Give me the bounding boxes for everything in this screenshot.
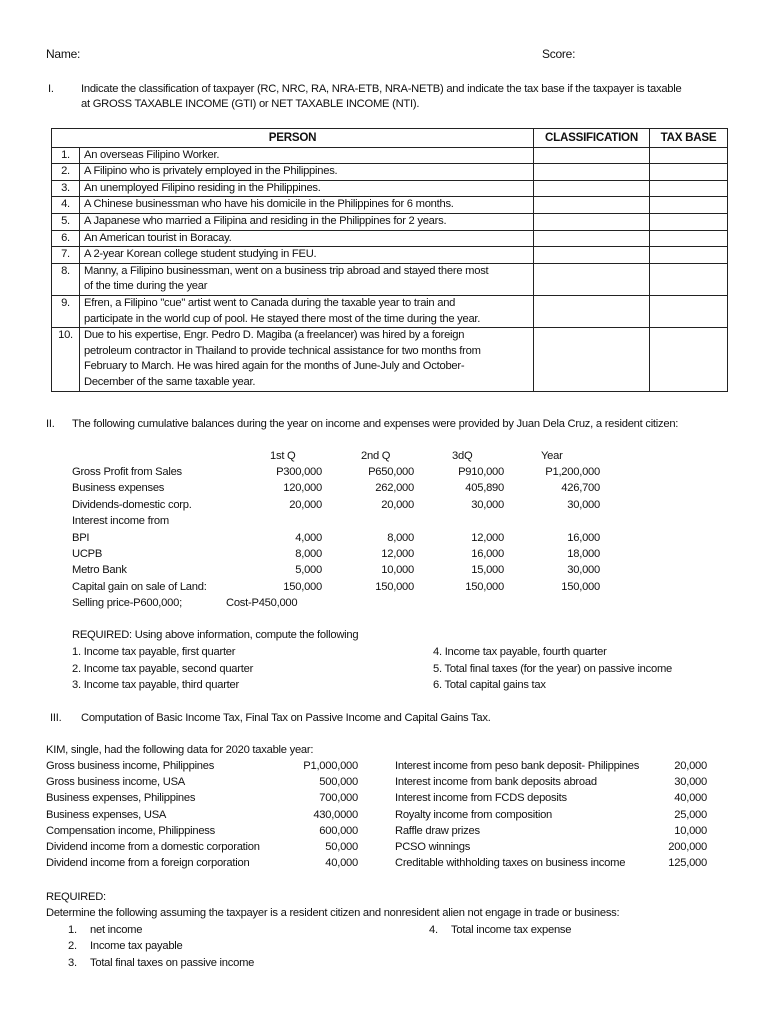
tax-base-cell[interactable] bbox=[650, 197, 728, 214]
part3-numeral: III. bbox=[50, 712, 62, 724]
item-value: 40,000 bbox=[674, 792, 707, 805]
tax-base-cell[interactable] bbox=[650, 328, 728, 391]
classification-cell[interactable] bbox=[534, 247, 650, 264]
table-row bbox=[52, 263, 728, 295]
row-value: P300,000 bbox=[276, 466, 322, 478]
item-label: Business expenses, USA bbox=[46, 808, 167, 821]
part2-required-intro: REQUIRED: Using above information, compute the following bbox=[72, 629, 359, 641]
person-description bbox=[80, 295, 534, 327]
person-description bbox=[80, 213, 534, 230]
item-value: 40,000 bbox=[325, 857, 358, 870]
part3-required-label: REQUIRED: bbox=[46, 891, 106, 903]
classification-cell[interactable] bbox=[534, 230, 650, 247]
required-item: 3. Income tax payable, third quarter bbox=[72, 679, 239, 691]
required-item: 6. Total capital gains tax bbox=[433, 679, 546, 691]
part1-instruction-line1: Indicate the classification of taxpayer (RC, NRC, RA, NRA-ETB, NRA-NETB) and indicate the tax base if the taxpayer is taxable bbox=[81, 83, 682, 95]
item-value: 125,000 bbox=[668, 857, 707, 870]
row-number: 10. bbox=[52, 328, 80, 391]
person-description bbox=[80, 328, 534, 391]
classification-cell[interactable] bbox=[534, 295, 650, 327]
row-value: 15,000 bbox=[471, 564, 504, 577]
row-value: 12,000 bbox=[381, 548, 414, 560]
row-value: 150,000 bbox=[465, 580, 504, 593]
row-number: 5. bbox=[52, 213, 80, 230]
person-description bbox=[80, 263, 534, 295]
item-label: Interest income from bank deposits abroad bbox=[395, 776, 597, 789]
row-value: 30,000 bbox=[567, 564, 600, 577]
item-label: Business expenses, Philippines bbox=[46, 792, 196, 805]
task-number: 1. bbox=[68, 924, 77, 936]
row-value: P650,000 bbox=[368, 466, 414, 478]
col-header-q1: 1st Q bbox=[270, 450, 296, 462]
row-number: 7. bbox=[52, 247, 80, 264]
person-classification-table bbox=[51, 128, 728, 392]
classification-cell[interactable] bbox=[534, 180, 650, 197]
row-number: 2. bbox=[52, 164, 80, 181]
row-number: 8. bbox=[52, 263, 80, 295]
part2-numeral: II. bbox=[46, 418, 55, 430]
item-value: P1,000,000 bbox=[303, 760, 358, 772]
table-row bbox=[52, 180, 728, 197]
item-label: Royalty income from composition bbox=[395, 808, 553, 821]
row-number: 9. bbox=[52, 295, 80, 327]
part2-intro: The following cumulative balances during the year on income and expenses were provided by Juan Dela Cruz, a resident citizen: bbox=[72, 418, 679, 430]
row-label: Metro Bank bbox=[72, 564, 127, 577]
item-label: Gross business income, USA bbox=[46, 776, 185, 789]
description-line: Efren, a Filipino "cue" artist went to Canada during the taxable year to train and bbox=[84, 296, 456, 309]
item-value: 50,000 bbox=[325, 841, 358, 853]
table-row bbox=[52, 295, 728, 327]
tax-base-cell[interactable] bbox=[650, 295, 728, 327]
description-line: A 2-year Korean college student studying in FEU. bbox=[84, 248, 317, 261]
table-row bbox=[52, 147, 728, 164]
row-value: 262,000 bbox=[375, 482, 414, 495]
item-label: Creditable withholding taxes on business income bbox=[395, 857, 626, 870]
name-label: Name: bbox=[46, 47, 81, 61]
description-line: A Filipino who is privately employed in the Philippines. bbox=[84, 165, 338, 178]
row-value: P1,200,000 bbox=[545, 466, 600, 478]
task-text: Total final taxes on passive income bbox=[90, 957, 255, 969]
land-cost: Cost-P450,000 bbox=[226, 597, 298, 609]
part1-numeral: I. bbox=[48, 83, 54, 95]
item-value: 30,000 bbox=[674, 776, 707, 789]
person-description bbox=[80, 197, 534, 214]
row-value: 150,000 bbox=[283, 580, 322, 593]
row-number: 6. bbox=[52, 230, 80, 247]
person-description bbox=[80, 230, 534, 247]
item-label: Compensation income, Philippiness bbox=[46, 824, 215, 837]
table-row bbox=[52, 197, 728, 214]
classification-cell[interactable] bbox=[534, 164, 650, 181]
row-value: 5,000 bbox=[295, 564, 322, 577]
row-value: 120,000 bbox=[283, 482, 322, 495]
description-line: Due to his expertise, Engr. Pedro D. Magiba (a freelancer) was hired by a foreign bbox=[84, 329, 465, 342]
score-label: Score: bbox=[542, 47, 576, 61]
col-header-year: Year bbox=[541, 450, 563, 462]
row-label: Gross Profit from Sales bbox=[72, 466, 182, 478]
required-item: 2. Income tax payable, second quarter bbox=[72, 663, 254, 675]
task-text: net income bbox=[90, 924, 143, 936]
row-label: BPI bbox=[72, 531, 90, 544]
item-value: 500,000 bbox=[319, 776, 358, 789]
selling-price: Selling price-P600,000; bbox=[72, 597, 182, 609]
person-description bbox=[80, 164, 534, 181]
row-value: 426,700 bbox=[561, 482, 600, 495]
task-number: 4. bbox=[429, 924, 438, 936]
classification-cell[interactable] bbox=[534, 263, 650, 295]
row-value: 405,890 bbox=[465, 482, 504, 495]
item-value: 700,000 bbox=[319, 792, 358, 805]
row-value: 30,000 bbox=[471, 498, 504, 511]
task-number: 3. bbox=[68, 957, 77, 969]
table-row bbox=[52, 328, 728, 391]
person-description bbox=[80, 247, 534, 264]
row-value: 18,000 bbox=[567, 548, 600, 560]
description-line: December of the same taxable year. bbox=[84, 375, 256, 388]
table-header-row bbox=[52, 129, 728, 148]
row-number: 4. bbox=[52, 197, 80, 214]
tax-base-cell[interactable] bbox=[650, 164, 728, 181]
column-header-person: PERSON bbox=[52, 129, 534, 148]
column-header-tax-base: TAX BASE bbox=[650, 129, 728, 148]
item-label: Gross business income, Philippines bbox=[46, 760, 215, 772]
row-value: 8,000 bbox=[387, 531, 414, 544]
row-value: 20,000 bbox=[381, 498, 414, 511]
item-value: 430,0000 bbox=[313, 808, 358, 821]
description-line: An American tourist in Boracay. bbox=[84, 231, 232, 244]
row-value: P910,000 bbox=[458, 466, 504, 478]
classification-cell[interactable] bbox=[534, 147, 650, 164]
part1-instruction-line2: at GROSS TAXABLE INCOME (GTI) or NET TAXABLE INCOME (NTI). bbox=[81, 98, 420, 110]
column-header-classification: CLASSIFICATION bbox=[534, 129, 650, 148]
description-line: Manny, a Filipino businessman, went on a business trip abroad and stayed there most bbox=[84, 264, 489, 277]
item-value: 20,000 bbox=[674, 760, 707, 772]
tax-base-cell[interactable] bbox=[650, 230, 728, 247]
required-item: 4. Income tax payable, fourth quarter bbox=[433, 646, 607, 658]
part3-required-text: Determine the following assuming the taxpayer is a resident citizen and nonresident alien not engage in trade or business: bbox=[46, 907, 620, 919]
row-value: 30,000 bbox=[567, 498, 600, 511]
task-text: Income tax payable bbox=[90, 940, 183, 952]
row-number: 3. bbox=[52, 180, 80, 197]
row-value: 150,000 bbox=[375, 580, 414, 593]
col-header-q2: 2nd Q bbox=[361, 450, 391, 462]
person-description bbox=[80, 147, 534, 164]
person-description bbox=[80, 180, 534, 197]
required-item: 1. Income tax payable, first quarter bbox=[72, 646, 236, 658]
item-value: 200,000 bbox=[668, 841, 707, 853]
description-line: An unemployed Filipino residing in the Philippines. bbox=[84, 181, 321, 194]
description-line: A Japanese who married a Filipina and residing in the Philippines for 2 years. bbox=[84, 214, 447, 227]
description-line: February to March. He was hired again for the months of June-July and October- bbox=[84, 360, 465, 373]
row-value: 16,000 bbox=[567, 531, 600, 544]
row-label: Capital gain on sale of Land: bbox=[72, 580, 207, 593]
row-label: Interest income from bbox=[72, 515, 169, 528]
required-item: 5. Total final taxes (for the year) on passive income bbox=[433, 663, 673, 675]
description-line: A Chinese businessman who have his domicile in the Philippines for 6 months. bbox=[84, 198, 454, 211]
classification-cell[interactable] bbox=[534, 328, 650, 391]
row-label: Dividends-domestic corp. bbox=[72, 498, 192, 511]
tax-base-cell[interactable] bbox=[650, 147, 728, 164]
description-line: participate in the world cup of pool. He stayed there most of the time during the year. bbox=[84, 312, 481, 325]
description-line: of the time during the year bbox=[84, 280, 208, 293]
item-value: 600,000 bbox=[319, 824, 358, 837]
col-header-q3: 3dQ bbox=[452, 450, 473, 462]
row-value: 10,000 bbox=[381, 564, 414, 577]
table-row bbox=[52, 230, 728, 247]
table-row bbox=[52, 247, 728, 264]
tax-base-cell[interactable] bbox=[650, 263, 728, 295]
description-line: petroleum contractor in Thailand to provide technical assistance for two months from bbox=[84, 344, 481, 357]
row-value: 12,000 bbox=[471, 531, 504, 544]
tax-base-cell[interactable] bbox=[650, 180, 728, 197]
row-label: Business expenses bbox=[72, 482, 165, 495]
row-number: 1. bbox=[52, 147, 80, 164]
item-label: Dividend income from a domestic corporation bbox=[46, 841, 260, 853]
classification-cell[interactable] bbox=[534, 197, 650, 214]
item-label: Interest income from FCDS deposits bbox=[395, 792, 567, 805]
tax-base-cell[interactable] bbox=[650, 247, 728, 264]
row-value: 20,000 bbox=[289, 498, 322, 511]
item-value: 25,000 bbox=[674, 808, 707, 821]
task-text: Total income tax expense bbox=[451, 924, 572, 936]
task-number: 2. bbox=[68, 940, 77, 952]
tax-base-cell[interactable] bbox=[650, 213, 728, 230]
row-value: 8,000 bbox=[295, 548, 322, 560]
table-row bbox=[52, 213, 728, 230]
item-label: PCSO winnings bbox=[395, 841, 471, 853]
table-row bbox=[52, 164, 728, 181]
item-label: Dividend income from a foreign corporation bbox=[46, 857, 250, 870]
item-value: 10,000 bbox=[674, 824, 707, 837]
row-value: 16,000 bbox=[471, 548, 504, 560]
row-label: UCPB bbox=[72, 548, 103, 560]
item-label: Interest income from peso bank deposit- Philippines bbox=[395, 760, 640, 772]
row-value: 150,000 bbox=[561, 580, 600, 593]
part3-title: Computation of Basic Income Tax, Final Tax on Passive Income and Capital Gains Tax. bbox=[81, 712, 491, 724]
classification-cell[interactable] bbox=[534, 213, 650, 230]
description-line: An overseas Filipino Worker. bbox=[84, 148, 220, 161]
part3-intro: KIM, single, had the following data for 2020 taxable year: bbox=[46, 744, 314, 756]
item-label: Raffle draw prizes bbox=[395, 824, 480, 837]
row-value: 4,000 bbox=[295, 531, 322, 544]
